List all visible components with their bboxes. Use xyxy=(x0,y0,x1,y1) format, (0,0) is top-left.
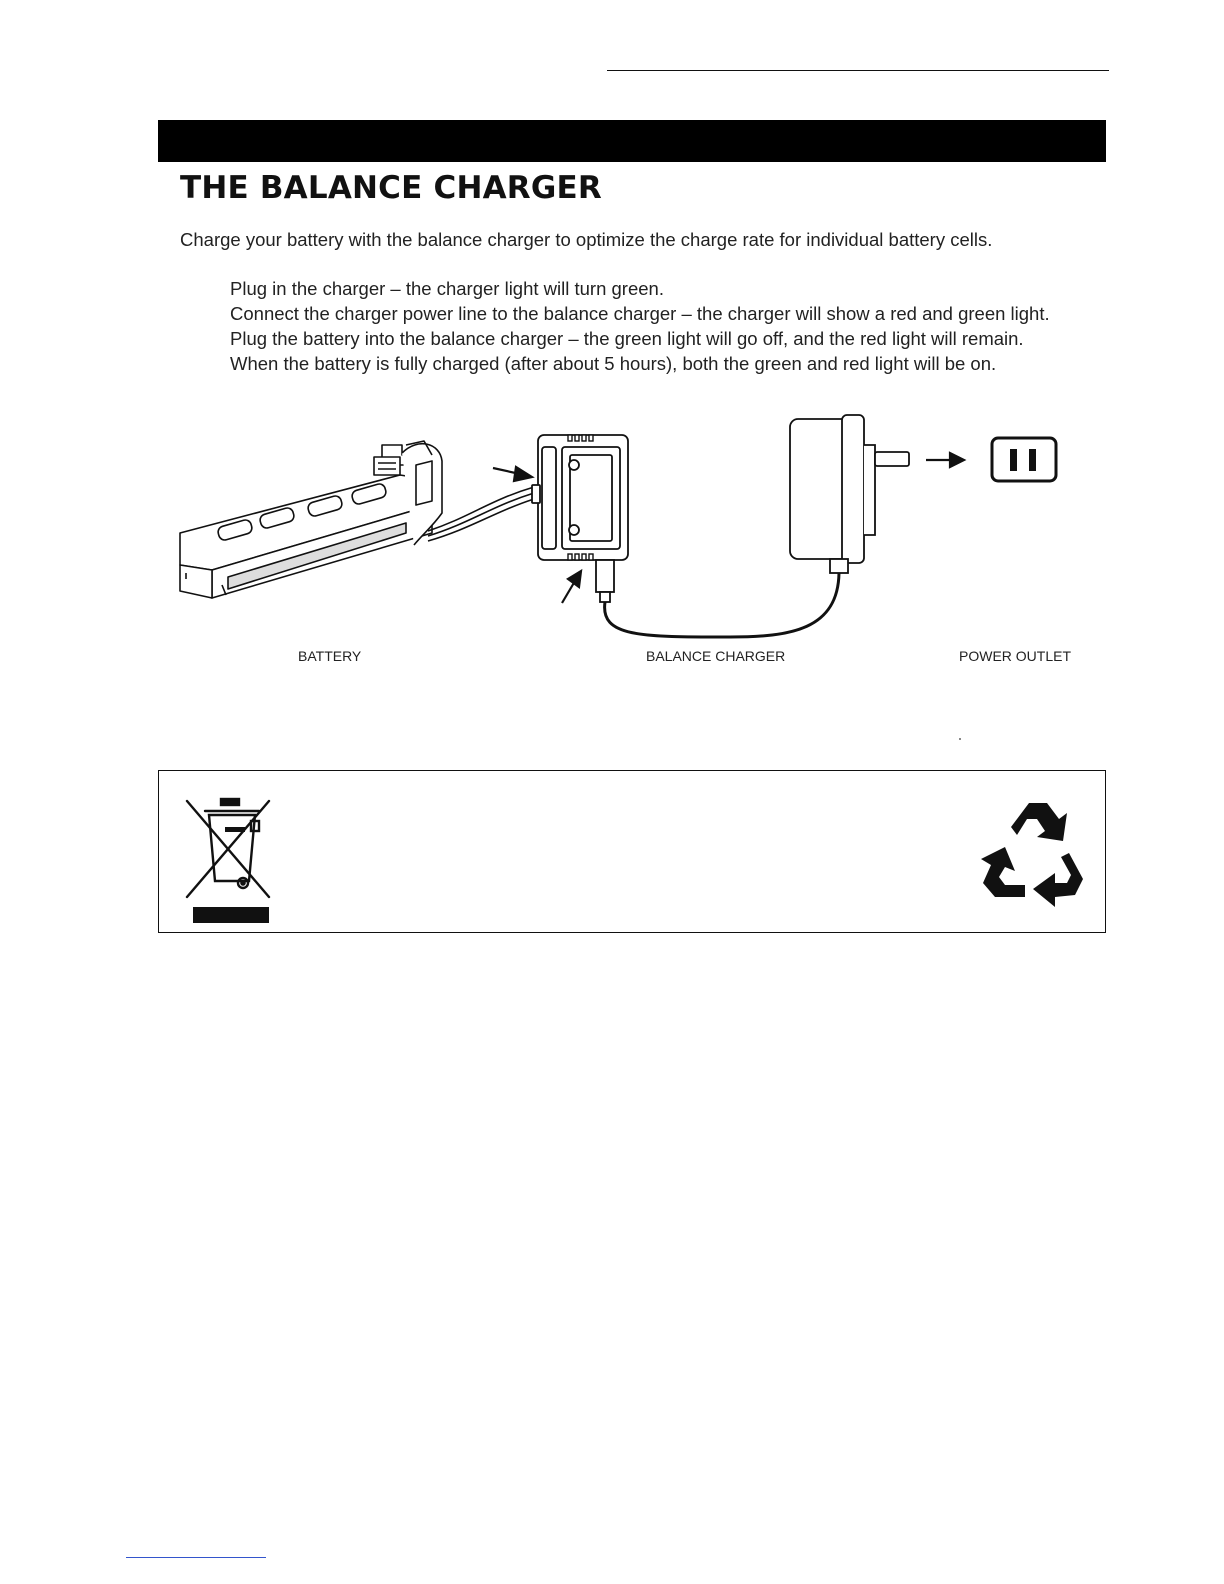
disposal-notice-box xyxy=(158,770,1106,933)
label-power-outlet: POWER OUTLET xyxy=(959,648,1072,664)
step-3: Plug the battery into the balance charger – the green light will go off, and the red light will remain. xyxy=(230,328,1024,349)
power-adapter-illustration xyxy=(790,415,909,573)
header-rule xyxy=(607,70,1109,71)
page-title: THE BALANCE CHARGER xyxy=(180,170,602,206)
wall-outlet-illustration xyxy=(992,438,1056,481)
recycle-icon xyxy=(971,797,1091,912)
arrow-right-icon-outlet xyxy=(926,453,964,467)
arrow-up-icon-charger xyxy=(562,571,581,603)
label-battery: BATTERY xyxy=(298,648,362,664)
step-2: Connect the charger power line to the balance charger – the charger will show a red and green light. xyxy=(230,303,1050,324)
crossed-out-wheelie-bin-icon xyxy=(181,793,281,923)
charging-diagram xyxy=(170,405,1070,640)
label-balance-charger: BALANCE CHARGER xyxy=(646,648,786,664)
power-cable xyxy=(605,573,839,637)
footer-link-underline xyxy=(126,1557,266,1558)
arrow-right-icon-charger xyxy=(493,467,532,481)
battery-illustration xyxy=(180,441,534,598)
step-1: Plug in the charger – the charger light will turn green. xyxy=(230,278,664,299)
stray-dot xyxy=(959,738,961,740)
step-4: When the battery is fully charged (after about 5 hours), both the green and red light will be on. xyxy=(230,353,997,374)
section-header-bar xyxy=(158,120,1106,162)
charging-steps xyxy=(230,276,1050,376)
intro-paragraph: Charge your battery with the balance charger to optimize the charge rate for individual battery cells. xyxy=(180,229,993,250)
